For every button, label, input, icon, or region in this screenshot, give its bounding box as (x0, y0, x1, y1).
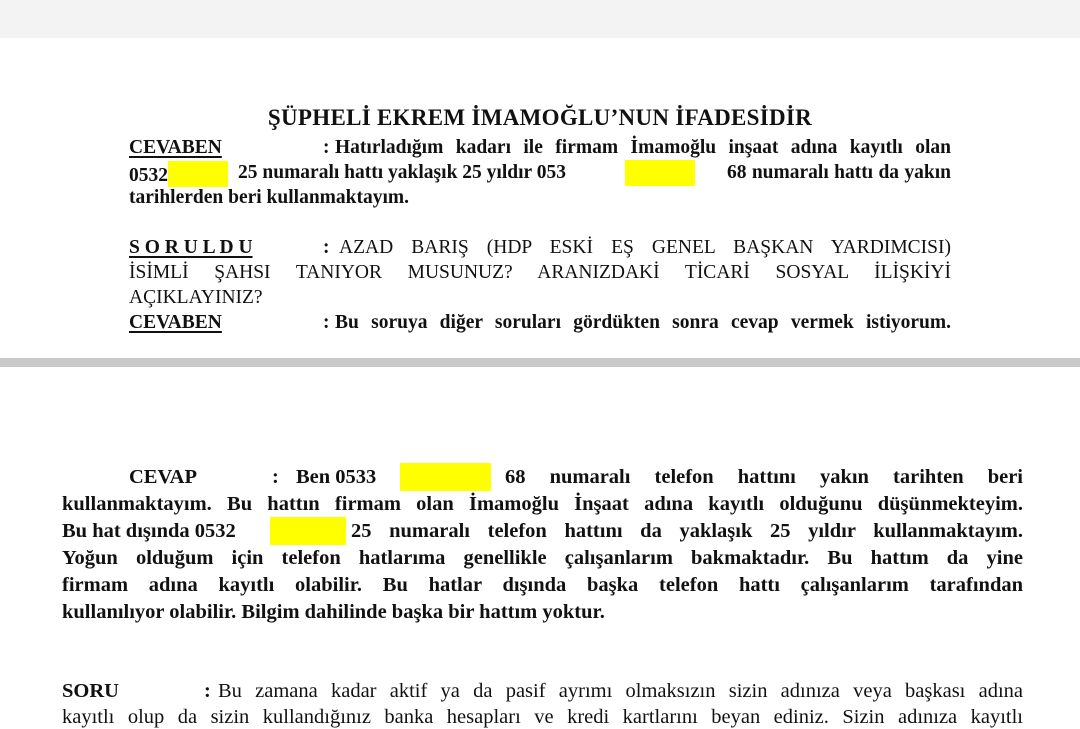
redaction-highlight (270, 517, 346, 545)
document-title: ŞÜPHELİ EKREM İMAMOĞLU’NUN İFADESİDİR (267, 105, 813, 130)
question-1-line-3: AÇIKLAYINIZ? (129, 287, 263, 308)
top-gap (0, 0, 1080, 38)
answer-line-4: Yoğun olduğum için telefon hatlarıma genellikle çalışanlarım bakmaktadır. Bu hattım da yine (62, 547, 1023, 569)
question-label: SORU (62, 680, 119, 702)
answer-1-colon: : (323, 137, 330, 158)
answer-line-1: CEVAP : Ben 0533 68 numaralı telefon hattını yakın tarihten beri (129, 465, 1023, 489)
question-line-1: SORU : Bu zamana kadar aktif ya da pasif ayrımı olmaksızın sizin adınıza veya başkası adına (62, 680, 1023, 702)
question-1-text: AZAD BARIŞ (HDP ESKİ EŞ GENEL BAŞKAN YARDIMCISI) (339, 237, 951, 258)
answer-1-text: Hatırladığım kadarı ile firmam İmamoğlu inşaat adına kayıtlı olan (335, 137, 951, 158)
question-1-label: S O R U L D U (129, 237, 253, 258)
question-1-line-1: S O R U L D U : AZAD BARIŞ (HDP ESKİ EŞ GENEL BAŞKAN YARDIMCISI) (129, 237, 951, 258)
question-line-2: kayıtlı olup da sizin kullandığınız banka hesapları ve kredi kartlarını beyan ediniz. Sizin adınıza kayıtlı (62, 706, 1023, 728)
answer-1-label: CEVABEN (129, 137, 222, 158)
answer-2-label: CEVABEN (129, 312, 222, 333)
page-divider (0, 358, 1080, 367)
answer-line-5: firmam adına kayıtlı olabilir. Bu hatlar dışında başka telefon hattı çalışanlarım tarafından (62, 574, 1023, 596)
answer-1-line-1 (129, 136, 951, 160)
redaction-highlight (400, 463, 491, 491)
answer-line-6: kullanılıyor olabilir. Bilgim dahilinde başka bir hattım yoktur. (62, 601, 605, 623)
answer-2-line-1: CEVABEN : Bu soruya diğer soruları gördükten sonra cevap vermek istiyorum. (129, 312, 951, 333)
answer-label: CEVAP (129, 466, 197, 488)
answer-2-text: Bu soruya diğer soruları gördükten sonra cevap vermek istiyorum. (335, 312, 951, 333)
answer-line-3: Bu hat dışında 0532 25 numaralı telefon hattını da yaklaşık 25 yıldır kullanmaktayım. (62, 519, 1023, 543)
redaction-highlight (625, 160, 695, 186)
answer-1-line-2: 0532 25 numaralı hattı yaklaşık 25 yıldır 053 68 numaralı hattı da yakın (129, 162, 951, 186)
redaction-highlight (168, 161, 228, 187)
answer-1-line-3: tarihlerden beri kullanmaktayım. (129, 187, 410, 208)
question-1-line-2: İSİMLİ ŞAHSI TANIYOR MUSUNUZ? ARANIZDAKİ TİCARİ SOSYAL İLİŞKİYİ (129, 262, 951, 283)
answer-line-2: kullanmaktayım. Bu hattın firmam olan İmamoğlu İnşaat adına kayıtlı olduğunu düşünmekteyim. (62, 493, 1023, 515)
